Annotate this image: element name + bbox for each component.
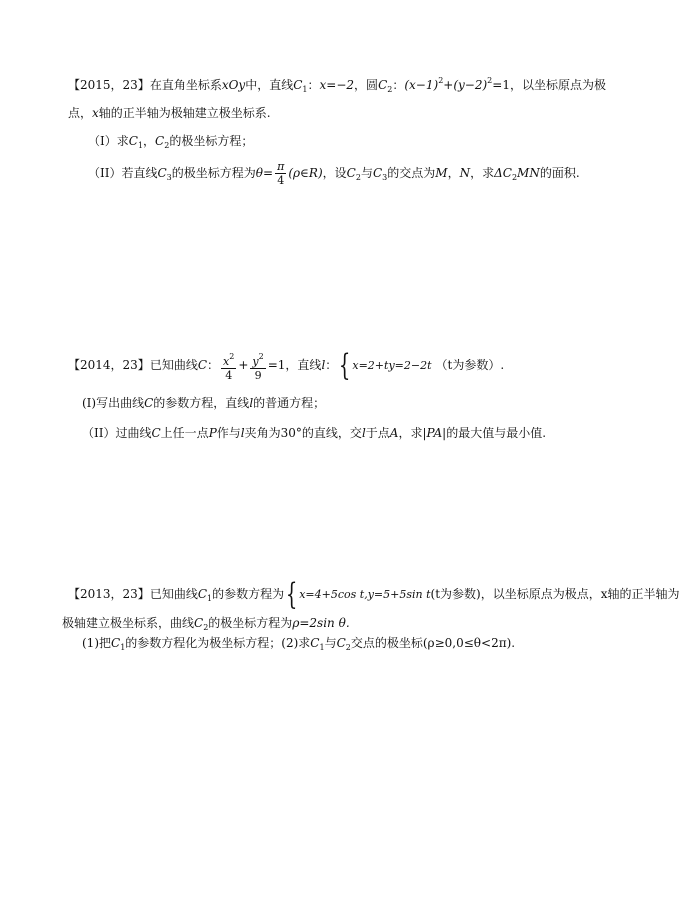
y2-over-9-fraction: $\frac{y^2}{9}$ xyxy=(252,351,264,382)
problem-2013-line3: (1)把$C_1$的参数方程化为极坐标方程；(2)求$C_1$与$C_2$交点的极坐标(ρ≥0,0≤θ<2π). xyxy=(82,636,516,652)
problem-2014-q2: （II）过曲线C上任一点P作与l夹角为30°的直线，交l于点A，求|PA|的最大值与最小值. xyxy=(82,426,547,440)
problem-2014-line1: 【2014，23】已知曲线C： $\frac{x^2}{4}$ + $\frac{y^2}{9}$ =1，直线l：{ x=2+ty=2−2t （t为参数）. xyxy=(68,347,505,383)
problem-2013-line2: 极轴建立极坐标系，曲线$C_2$的极坐标方程为ρ=2sin θ. xyxy=(62,616,350,632)
x2-over-4-fraction: $\frac{x^2}{4}$ xyxy=(223,351,235,382)
problem-2015-line1: 【2015，23】在直角坐标系xOy中，直线$C_1$：x=−2，圆$C_2$：$(x-1)^2+(y-2)^2=1$，以坐标原点为极 xyxy=(68,76,606,94)
problem-2013-line1: 【2013，23】已知曲线$C_1$的参数方程为{ x=4+5cos t,y=5+5sin t(t为参数)，以坐标原点为极点，x轴的正半轴为 xyxy=(68,576,679,612)
problem-2013-tag: 【2013，23】 xyxy=(68,587,150,601)
problem-2014-tag: 【2014，23】 xyxy=(68,358,150,372)
problem-2014-q1: (I)写出曲线C的参数方程，直线l的普通方程； xyxy=(82,396,326,410)
line-param-system: x=2+ty=2−2t xyxy=(352,358,432,372)
problem-2015-line2: 点，x轴的正半轴为极轴建立极坐标系. xyxy=(68,106,271,120)
curve-param-system: x=4+5cos t,y=5+5sin t xyxy=(299,587,431,601)
left-brace: { xyxy=(339,347,351,383)
problem-2015-q2: （II）若直线$C_3$的极坐标方程为θ= $\frac{\pi}{4}$ (ρ∈R)，设$C_2$与$C_3$的交点为M，N，求$\Delta C_2MN$的面积. xyxy=(88,160,580,187)
left-brace: { xyxy=(285,576,298,612)
problem-2015-q1: （I）求$C_1$，$C_2$的极坐标方程； xyxy=(88,134,254,150)
problem-2015-tag: 【2015，23】 xyxy=(68,78,150,92)
pi-over-4-fraction: $\frac{\pi}{4}$ xyxy=(277,160,285,187)
